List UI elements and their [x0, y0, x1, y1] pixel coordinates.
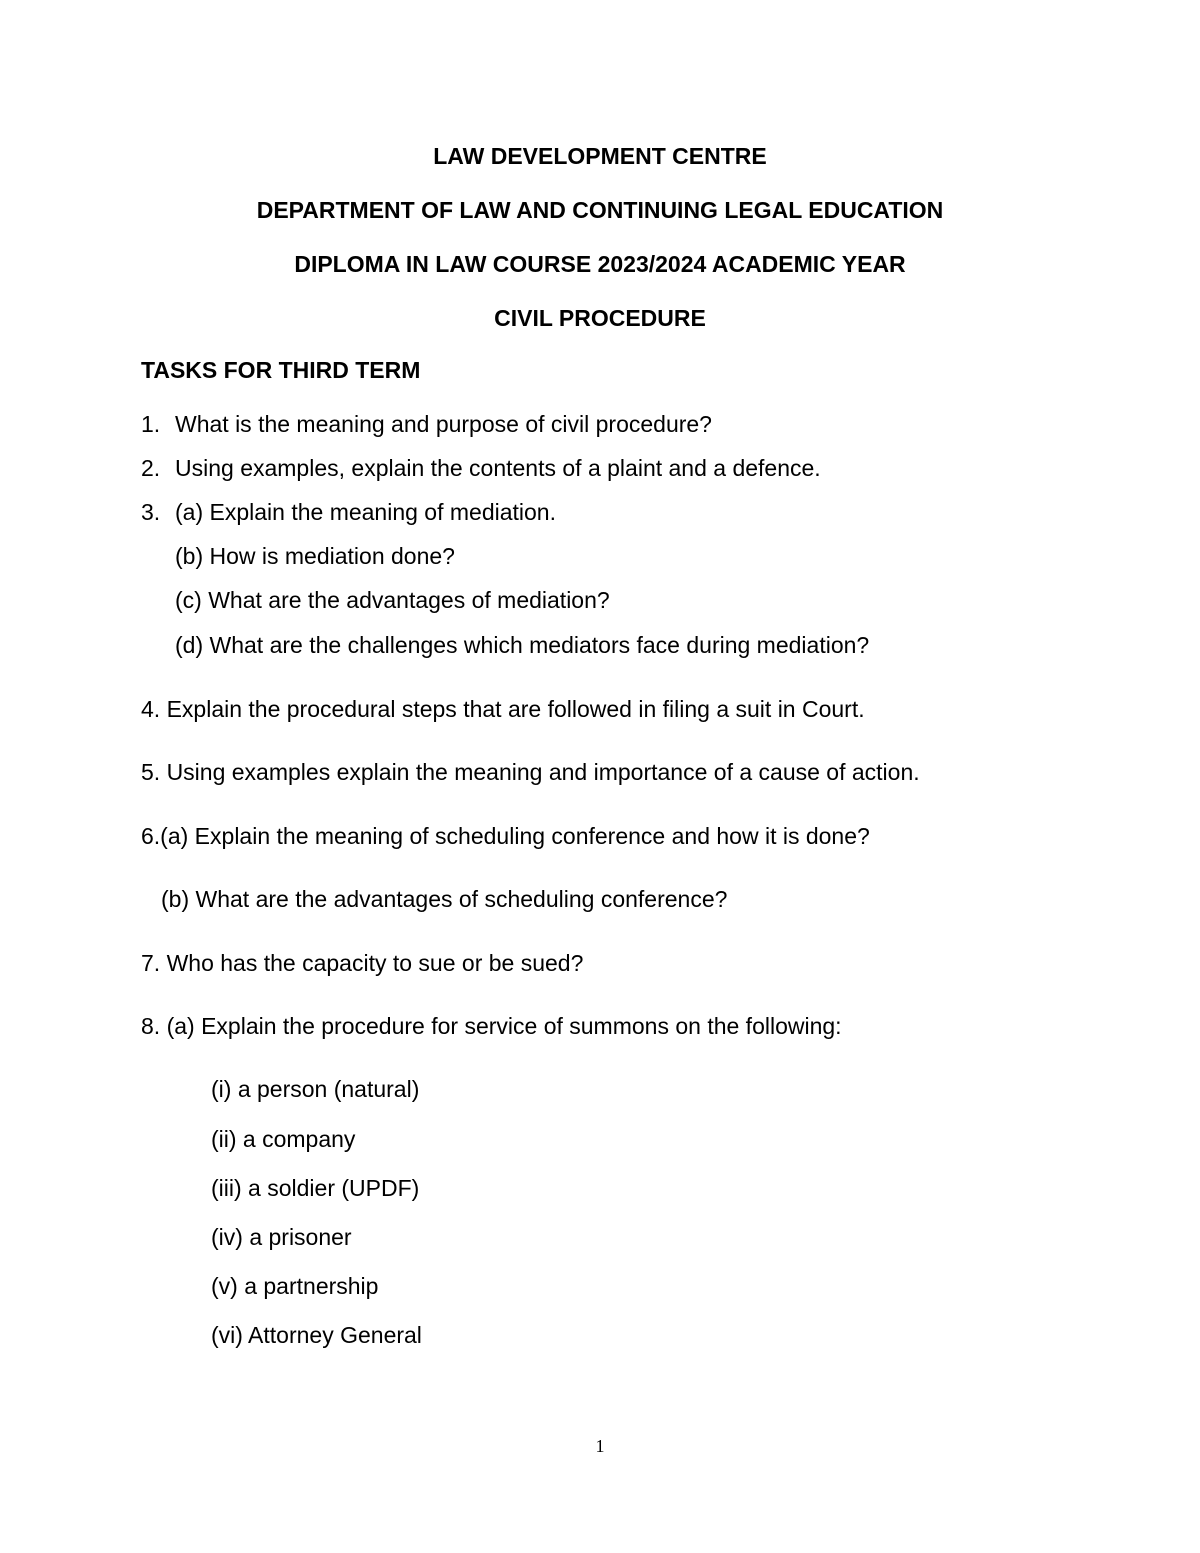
task-6a: 6.(a) Explain the meaning of scheduling conference and how it is done?: [141, 823, 870, 849]
task-3a: [141, 498, 556, 526]
task-5: 5. Using examples explain the meaning and importance of a cause of action.: [141, 759, 920, 785]
task-8-item-3: (iii) a soldier (UPDF): [211, 1175, 420, 1201]
task-number: 3.: [141, 499, 161, 525]
task-8-item-5: (v) a partnership: [211, 1273, 379, 1299]
task-8-item-4: (iv) a prisoner: [211, 1224, 352, 1250]
task-1: [141, 410, 712, 438]
department-heading: DEPARTMENT OF LAW AND CONTINUING LEGAL EDUCATION: [256, 197, 944, 223]
task-4: 4. Explain the procedural steps that are followed in filing a suit in Court.: [141, 696, 865, 722]
task-text: (a) Explain the meaning of mediation.: [175, 499, 556, 525]
task-3d: (d) What are the challenges which mediators face during mediation?: [175, 632, 870, 658]
task-8a: 8. (a) Explain the procedure for service of summons on the following:: [141, 1013, 842, 1039]
task-7: 7. Who has the capacity to sue or be sued?: [141, 950, 584, 976]
task-8-item-2: (ii) a company: [211, 1126, 356, 1152]
task-number: 2.: [141, 455, 161, 481]
page-number: 1: [595, 1436, 605, 1456]
task-number: 1.: [141, 411, 161, 437]
task-3c: (c) What are the advantages of mediation?: [175, 587, 610, 613]
task-text: Using examples, explain the contents of a plaint and a defence.: [175, 455, 821, 481]
task-8-item-6: (vi) Attorney General: [211, 1322, 422, 1348]
task-text: What is the meaning and purpose of civil procedure?: [175, 411, 712, 437]
course-heading: DIPLOMA IN LAW COURSE 2023/2024 ACADEMIC YEAR: [294, 251, 906, 277]
institution-heading: LAW DEVELOPMENT CENTRE: [433, 143, 767, 169]
subject-heading: CIVIL PROCEDURE: [494, 305, 706, 331]
task-6b: (b) What are the advantages of scheduling conference?: [161, 886, 728, 912]
task-3b: (b) How is mediation done?: [175, 543, 455, 569]
task-2: [141, 454, 821, 482]
section-title: TASKS FOR THIRD TERM: [141, 357, 421, 383]
task-8-item-1: (i) a person (natural): [211, 1076, 420, 1102]
